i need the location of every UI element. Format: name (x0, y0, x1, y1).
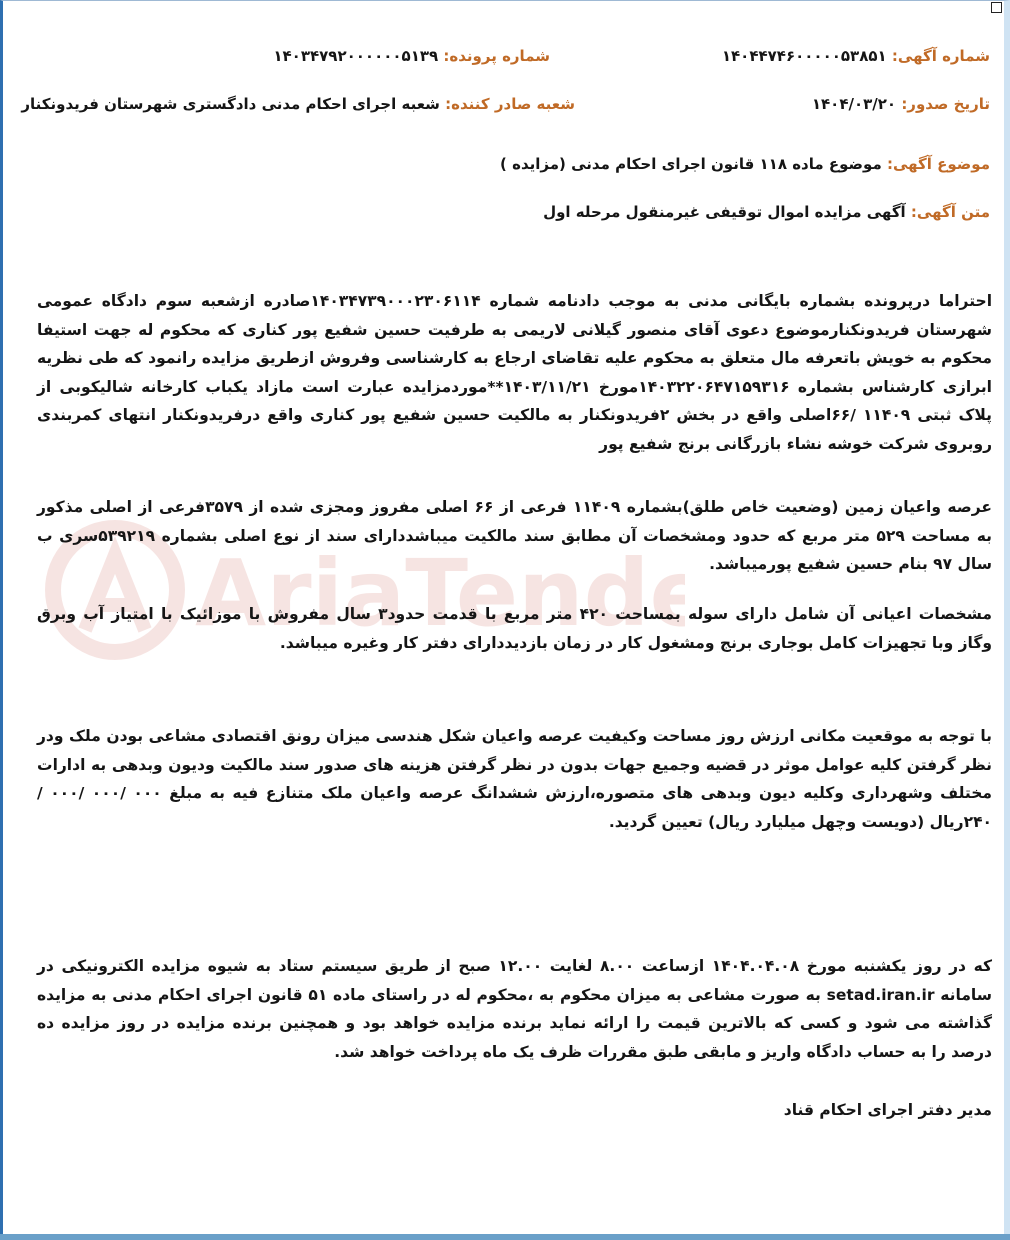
notice-number-label: شماره آگهی: (891, 47, 990, 65)
notice-subject-value: موضوع ماده ۱۱۸ قانون اجرای احکام مدنی (مزایده ) (500, 155, 882, 173)
file-number-value: ۱۴۰۳۴۷۹۲۰۰۰۰۰۰۵۱۳۹ (273, 47, 439, 65)
notice-subject-row (500, 155, 990, 173)
file-number-label: شماره پرونده: (443, 47, 550, 65)
window-corner-checkbox[interactable] (991, 2, 1002, 13)
issue-date-label: تاریخ صدور: (901, 95, 990, 113)
issuing-branch-value: شعبه اجرای احکام مدنی دادگستری شهرستان فریدونکنار (21, 95, 440, 113)
body-paragraph-case: احتراما درپرونده بشماره بایگانی مدنی به موجب دادنامه شماره ۱۴۰۳۴۷۳۹۰۰۰۲۳۰۶۱۱۴صادره ازشعبه سوم دادگاه عمومی شهرستان فریدونکنارموضوع دعوی آقای منصور گیلانی لاریمی به طرفیت حسین شفیع پور کناری که محکوم له جهت استیفا محکوم به خویش باتعرفه مال متعلق به محکوم علیه تقاضای ارجاع به کارشناسی وفروش ازطریق مزایده رانمود که طی نظریه ابرازی کارشناس بشماره ۱۴۰۳۲۲۰۶۴۷۱۵۹۳۱۶مورخ ۱۴۰۳/۱۱/۲۱**موردمزایده عبارت است مازاد یکباب کارخانه شالیکوبی از پلاک ثبتی ۱۱۴۰۹ /۶۶اصلی واقع در بخش ۲فریدونکنار به مالکیت حسین شفیع پور کناری واقع درفریدونکنار انتهای کمربندی روبروی شرکت خوشه نشاء بازرگانی برنج شفیع پور (37, 292, 993, 453)
issue-date-row (812, 95, 990, 113)
notice-number-value: ۱۴۰۴۴۷۴۶۰۰۰۰۰۵۳۸۵۱ (721, 47, 887, 65)
body-paragraph-land: عرصه واعیان زمین (وضعیت خاص طلق)بشماره ۱۱۴۰۹ فرعی از ۶۶ اصلی مفروز ومجزی شده از ۳۵۷۹فرعی از اصلی مذکور به مساحت ۵۲۹ متر مربع که حدود ومشخصات آن مطابق سند مالکیت میباشددارای سند از نوع اصلی بشماره ۵۳۹۲۱۹سری ب سال ۹۷ بنام حسین شفیع پورمیباشد. (37, 498, 993, 573)
issue-date-value: ۱۴۰۴/۰۳/۲۰ (811, 95, 897, 113)
window-bottom-bar (0, 1234, 1010, 1240)
file-number-row (273, 47, 550, 65)
issuing-branch-label: شعبه صادر کننده: (445, 95, 575, 113)
body-paragraph-auction: که در روز یکشنبه مورخ ۱۴۰۴.۰۴.۰۸ ازساعت ۸.۰۰ لغایت ۱۲.۰۰ صبح از طریق سیستم ستاد به شیوه مزایده الکترونیکی در سامانه setad.iran.ir به صورت مشاعی به میزان محکوم به ،محکوم له در راستای ماده ۵۱ قانون اجرای احکام مدنی به مزایده گذاشته می شود و کسی که بالاترین قیمت را ارائه نماید برنده مزایده خواهد بود و همچنین برنده مزایده در روز مزایده ده درصد را به حساب دادگاه واریز و مابقی طبق مقررات ظرف یک ماه پرداخت خواهد شد. (37, 957, 992, 1061)
notice-text-row (543, 203, 990, 221)
notice-number-row (722, 47, 990, 65)
notice-text-label: متن آگهی: (910, 203, 990, 221)
body-paragraph-valuation: با توجه به موقعیت مکانی ارزش روز مساحت وکیفیت عرصه واعیان شکل هندسی میزان رونق اقتصادی مشاعی بودن ملک ودر نظر گرفتن کلیه عوامل موثر در قضیه وجمیع جهات بدون در نظر گرفتن هزینه های صدور سند مالکیت ودیون وبدهی به ادارات مختلف وشهرداری وکلیه دیون وبدهی های متصوره،ارزش ششدانگ عرصه واعیان ملک متنازع فیه به مبلغ ۰۰۰ /۰۰۰ /۰۰۰ /۲۴۰ریال (دویست وچهل میلیارد ریال) تعیین گردید. (37, 727, 993, 831)
notice-subject-label: موضوع آگهی: (886, 155, 990, 173)
body-paragraph-building: مشخصات اعیانی آن شامل دارای سوله بمساحت ۴۲۰ متر مربع با قدمت حدود۳ سال مفروش با موزائیک با امتیاز آب وبرق وگاز وبا تجهیزات کامل بوجاری برنج ومشغول کار در زمان بازدیددارای دفتر کار وغیره میباشد. (37, 605, 993, 652)
issuing-branch-row (21, 95, 575, 113)
notice-text-title: آگهی مزایده اموال توقیفی غیرمنقول مرحله اول (543, 203, 906, 221)
signature-line: مدیر دفتر اجرای احکام قناد (783, 1101, 992, 1119)
